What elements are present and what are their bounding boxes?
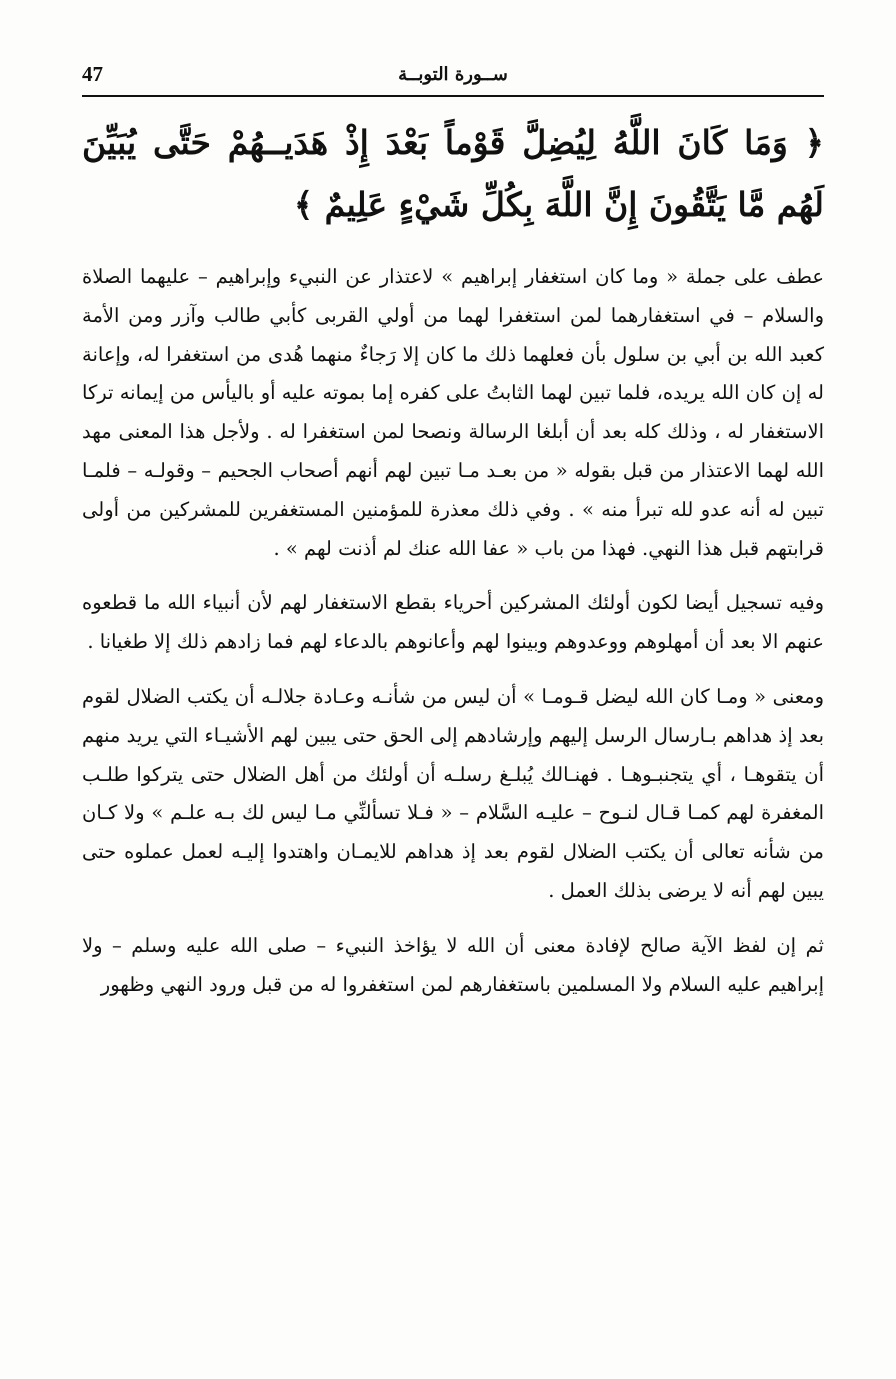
running-title: ســورة التوبــة: [398, 64, 508, 85]
page-number: 47: [82, 62, 103, 86]
page-header: [82, 62, 824, 98]
page-body: [82, 112, 824, 1020]
paragraph-1: عطف على جملة « وما كان استغفار إبراهيم » لاعتذار عن النبيء وإبراهيم – عليهما الصلاة والسلام – في استغفارهما لمن استغفرا لهما من أولي القربى كأبي طالب وآزر ومن الأمة كعبد الله بن أبي بن سلول بأن فعلهما ذلك ما كان إلا رَجاءٌ منهما هُدى من استغفرا له، وإعانة له إن كان الله يريده، فلما تبين لهما الثابتُ على كفره إما بموته عليه أو باليأس من إيمانه تركا الاستغفار له ، وذلك كله بعد أن أبلغا الرسالة ونصحا لمن استغفرا له . ولأجل هذا المعنى مهد الله لهما الاعتذار من قبل بقوله « من بعـد مـا تبين لهم أنهم أصحاب الجحيم – وقولـه – فلمـا تبين له أنه عدو لله تبرأ منه » . وفي ذلك معذرة للمؤمنين المستغفرين للمشركين من أولى قرابتهم قبل هذا النهي. فهذا من باب « عفا الله عنك لم أذنت لهم » .: [82, 265, 824, 560]
paragraph-3: ومعنى « ومـا كان الله ليضل قـومـا » أن ليس من شأنـه وعـادة جلالـه أن يكتب الضلال لقوم بعد إذ هداهم بـارسال الرسل إليهم وإرشادهم إلى الحق حتى يبين لهم الأشيـاء التي يريد منهم أن يتقوهـا ، أي يتجنبـوهـا . فهنـالك يُبلـغ رسلـه أن أولئك من أهل الضلال حتى يتركوا طلـب المغفرة لهم كمـا قـال لنـوح – عليـه السَّلام – « فـلا تسألنِّي مـا ليس لك بـه علـم » ولا كـان من شأنه تعالى أن يكتب الضلال لقوم بعد إذ هداهم للايمـان واهتدوا إليـه لعمل عملوه حتى يبين لهم أنه لا يرضى بذلك العمل .: [82, 684, 825, 902]
header-rule: [82, 95, 824, 97]
paragraph-4: ثم إن لفظ الآية صالح لإفادة معنى أن الله لا يؤاخذ النبيء – صلى الله عليه وسلم – ولا إبراهيم عليه السلام ولا المسلمين باستغفارهم لمن استغفروا له من قبل ورود النهي وظهور: [82, 933, 824, 996]
quran-verse: ﴿ وَمَا كَانَ اللَّهُ لِيُضِلَّ قَوْماً بَعْدَ إِذْ هَدَيــهُمْ حَتَّى يُبَيِّنَ لَهُم مَّا يَتَّقُونَ إِنَّ اللَّهَ بِكُلِّ شَيْءٍ عَلِيمٌ ﴾: [82, 123, 824, 224]
paragraph-2: وفيه تسجيل أيضا لكون أولئك المشركين أحرياء بقطع الاستغفار لهم لأن أنبياء الله ما قطعوه عنهم الا بعد أن أمهلوهم ووعدوهم وبينوا لهم وأعانوهم بالدعاء لهم فما زادهم ذلك إلا طغيانا .: [82, 591, 824, 654]
